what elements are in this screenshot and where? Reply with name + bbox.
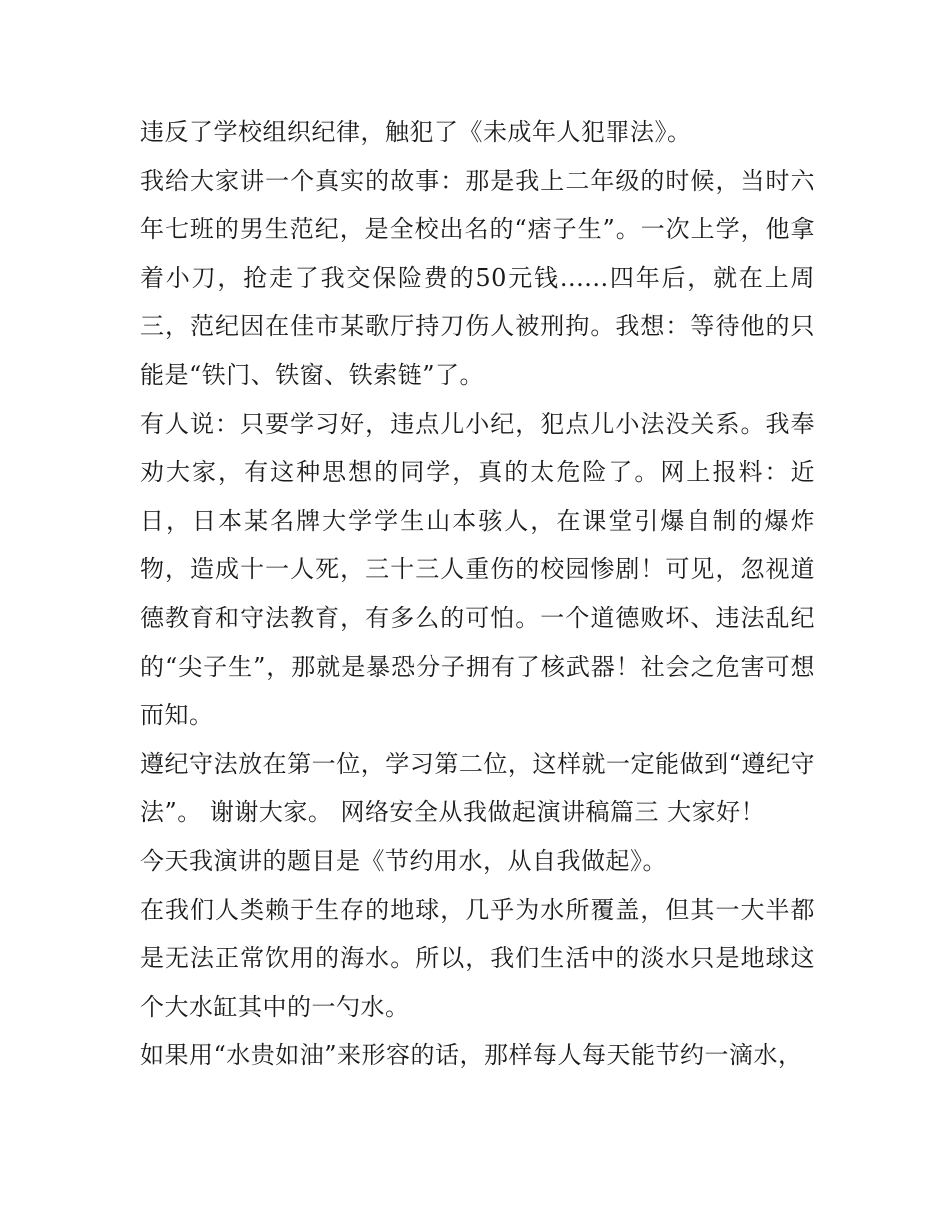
paragraph-6: 在我们人类赖于生存的地球，几乎为水所覆盖，但其一大半都是无法正常饮用的海水。所以，我们生活中的淡水只是地球这个大水缸其中的一勺水。 [140, 895, 815, 1021]
paragraph-4: 遵纪守法放在第一位，学习第二位，这样就一定能做到“遵纪守法”。 谢谢大家。 网络安全从我做起演讲稿篇三 大家好！ [140, 749, 815, 827]
paragraph-5: 今天我演讲的题目是《节约用水，从自我做起》。 [140, 846, 667, 875]
paragraph-7: 如果用“水贵如油”来形容的话，那样每人每天能节约一滴水， [140, 1041, 803, 1070]
paragraph-3: 有人说：只要学习好，违点儿小纪，犯点儿小法没关系。我奉劝大家，有这种思想的同学，真的太危险了。网上报料：近日，日本某名牌大学学生山本骇人，在课堂引爆自制的爆炸物，造成十一人死，三十三人重伤的校园惨剧！可见，忽视道德教育和守法教育，有多么的可怕。一个道德败坏、违法乱纪的“尖子生”，那就是暴恐分子拥有了核武器！社会之危害可想而知。 [140, 409, 815, 730]
paragraph-2: 我给大家讲一个真实的故事：那是我上二年级的时候，当时六年七班的男生范纪，是全校出名的“痞子生”。一次上学，他拿着小刀，抢走了我交保险费的50元钱......四年后，就在上周三，范纪因在佳市某歌厅持刀伤人被刑拘。我想：等待他的只能是“铁门、铁窗、铁索链”了。 [140, 166, 815, 389]
paragraph-1: 违反了学校组织纪律，触犯了《未成年人犯罪法》。 [140, 118, 692, 146]
document-body [140, 108, 815, 1080]
